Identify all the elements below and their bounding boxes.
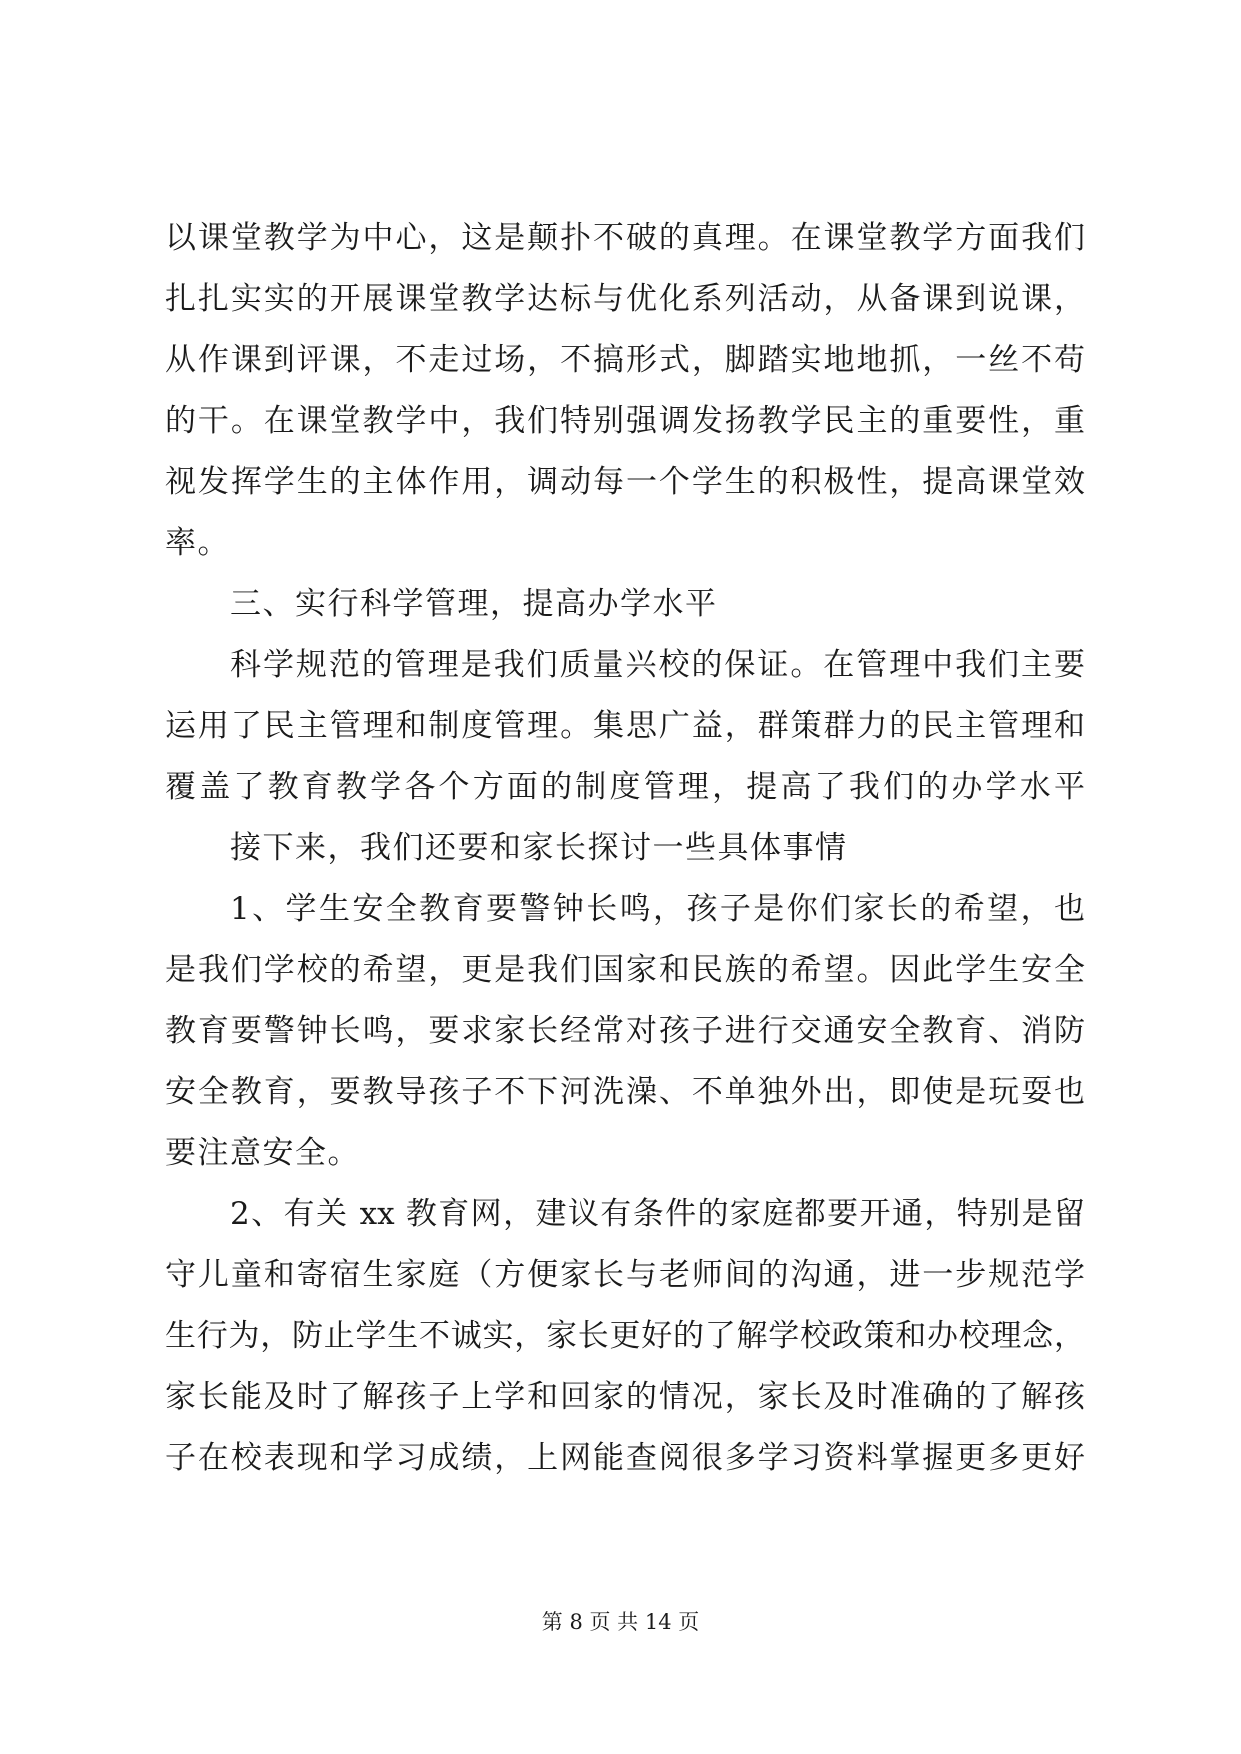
paragraph-line: 是我们学校的希望，更是我们国家和民族的希望。因此学生安全 xyxy=(165,952,1085,988)
paragraph-line: 教育要警钟长鸣，要求家长经常对孩子进行交通安全教育、消防 xyxy=(165,1013,1085,1049)
page-number: 第 8 页 共 14 页 xyxy=(541,1610,700,1634)
paragraph-line: 家长能及时了解孩子上学和回家的情况，家长及时准确的了解孩 xyxy=(165,1379,1085,1415)
paragraph-line: 以课堂教学为中心，这是颠扑不破的真理。在课堂教学方面我们 xyxy=(165,220,1085,256)
paragraph-line: 覆盖了教育教学各个方面的制度管理，提高了我们的办学水平 xyxy=(165,769,1085,805)
paragraph-line: 生行为，防止学生不诚实，家长更好的了解学校政策和办校理念， xyxy=(165,1318,1085,1354)
paragraph-line: 安全教育，要教导孩子不下河洗澡、不单独外出，即使是玩耍也 xyxy=(165,1074,1085,1110)
paragraph-line: 视发挥学生的主体作用，调动每一个学生的积极性，提高课堂效 xyxy=(165,464,1085,500)
paragraph-line: 从作课到评课，不走过场，不搞形式，脚踏实地地抓，一丝不苟 xyxy=(165,342,1085,378)
paragraph-line: 守儿童和寄宿生家庭（方便家长与老师间的沟通，进一步规范学 xyxy=(165,1257,1085,1293)
paragraph-line: 1、学生安全教育要警钟长鸣，孩子是你们家长的希望，也 xyxy=(230,891,1085,927)
paragraph-line: 子在校表现和学习成绩，上网能查阅很多学习资料掌握更多更好 xyxy=(165,1440,1085,1476)
paragraph-line: 要注意安全。 xyxy=(165,1135,360,1171)
paragraph-line: 接下来，我们还要和家长探讨一些具体事情 xyxy=(230,830,848,866)
paragraph-line: 科学规范的管理是我们质量兴校的保证。在管理中我们主要 xyxy=(230,647,1085,683)
section-heading: 三、实行科学管理，提高办学水平 xyxy=(230,586,718,622)
paragraph-line: 的干。在课堂教学中，我们特别强调发扬教学民主的重要性，重 xyxy=(165,403,1085,439)
paragraph-line: 率。 xyxy=(165,525,230,561)
paragraph-line: 2、有关 xx 教育网，建议有条件的家庭都要开通，特别是留 xyxy=(230,1196,1085,1232)
paragraph-line: 运用了民主管理和制度管理。集思广益，群策群力的民主管理和 xyxy=(165,708,1085,744)
paragraph-line: 扎扎实实的开展课堂教学达标与优化系列活动，从备课到说课， xyxy=(165,281,1085,317)
